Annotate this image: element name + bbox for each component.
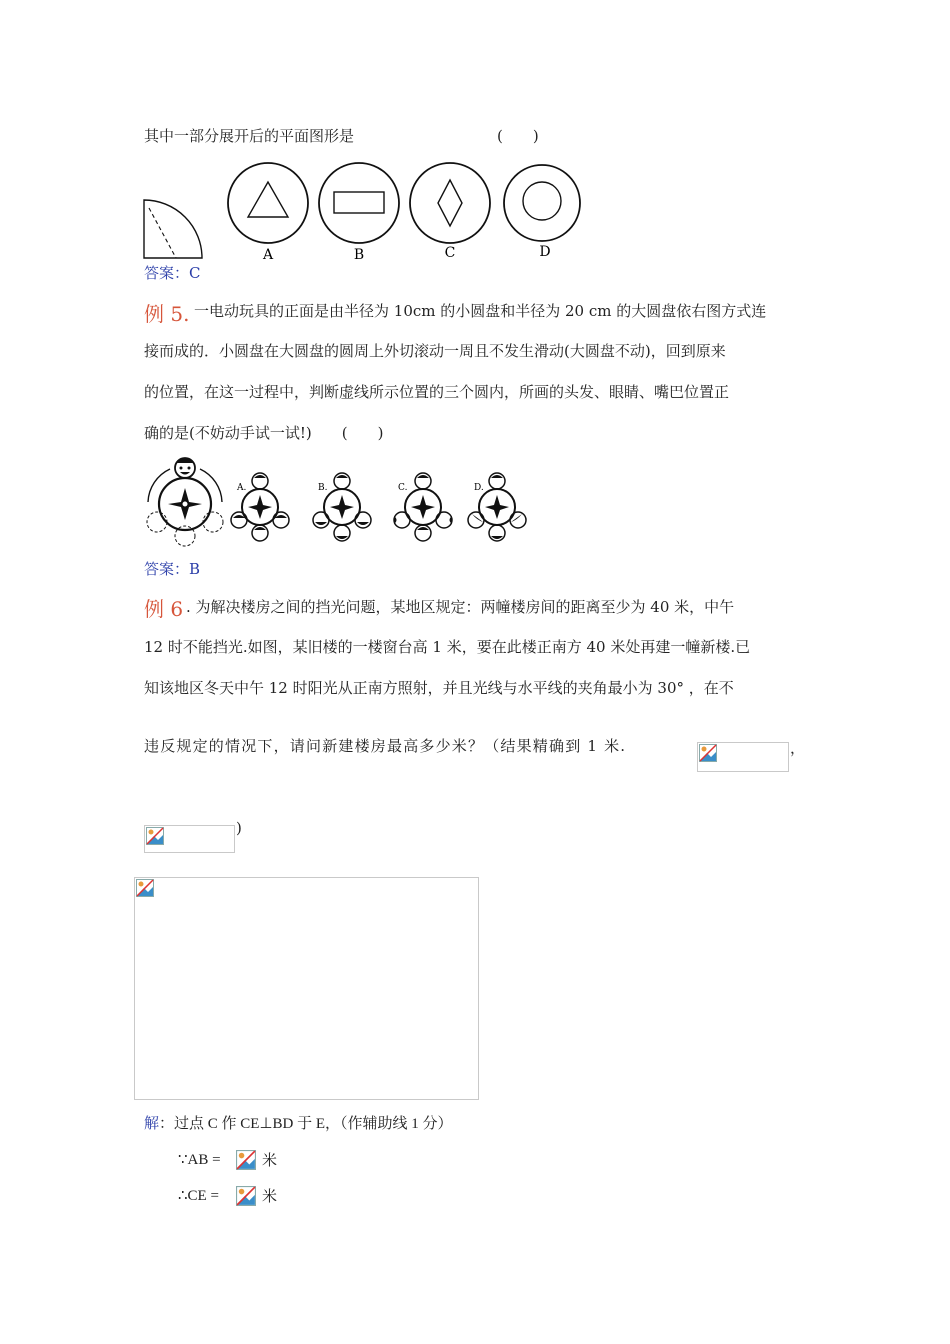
option-d-figure <box>504 165 580 241</box>
option-a-figure <box>228 163 308 243</box>
broken-image-ce-value <box>236 1185 260 1207</box>
example-5-line-2: 接而成的．小圆盘在大圆盘的圆周上外切滚动一周且不发生滑动(大圆盘不动)，回到原来 <box>144 342 726 360</box>
close-paren: ) <box>236 819 242 837</box>
broken-image-icon <box>136 879 154 897</box>
quarter-circle-figure <box>144 200 202 258</box>
ab-label: ∵AB = <box>178 1152 221 1168</box>
broken-image-icon <box>236 1186 256 1206</box>
ce-unit: 米 <box>262 1187 278 1205</box>
ab-line <box>178 1150 221 1170</box>
example-6-line-1: . 为解决楼房之间的挡光问题，某地区规定：两幢楼房间的距离至少为 40 米，中午 <box>186 598 735 616</box>
question-text: 其中一部分展开后的平面图形是 <box>144 127 355 145</box>
ce-label: ∴CE = <box>178 1188 219 1204</box>
option-label-d: D <box>539 244 551 260</box>
option-label-c: C <box>444 245 456 261</box>
comma: ， <box>790 739 806 757</box>
broken-image-building-figure <box>134 877 479 1100</box>
example-5-line-4: 确的是(不妨动手试一试!) ( ) <box>144 424 384 442</box>
option-b-figure <box>319 163 399 243</box>
example-5-label: 例 5. <box>144 302 190 326</box>
ab-unit: 米 <box>262 1151 278 1169</box>
example-6-label: 例 6 <box>144 597 184 621</box>
toy-main-figure <box>147 458 223 546</box>
ce-line <box>178 1186 219 1206</box>
example-6-line-2: 12 时不能挡光.如图，某旧楼的一楼窗台高 1 米，要在此楼正南方 40 米处再建一幢新楼.已 <box>144 638 751 656</box>
answer-ex5: 答案：B <box>144 560 201 578</box>
option-label-a: A <box>262 247 274 263</box>
example-5-line-3: 的位置，在这一过程中，判断虚线所示位置的三个圆内，所画的头发、眼睛、嘴巴位置正 <box>144 383 730 401</box>
toy-label-c: C. <box>398 483 408 493</box>
solution-label: 解 <box>144 1116 160 1132</box>
solution-text: ：过点 C 作 CE⊥BD 于 E，（作辅助线 1 分） <box>159 1116 453 1132</box>
toy-label-b: B. <box>318 483 328 493</box>
ex5-figure <box>140 452 540 552</box>
option-c-figure <box>410 163 490 243</box>
broken-image-formula-2 <box>144 825 235 853</box>
solution-line <box>144 1114 453 1134</box>
q4-figure <box>140 160 585 265</box>
toy-label-a: A. <box>237 483 247 493</box>
answer-parentheses: ( ) <box>497 127 539 145</box>
example-6-line-4: 违反规定的情况下，请问新建楼房最高多少米？（结果精确到 1 米. <box>144 737 627 755</box>
broken-image-icon <box>236 1150 256 1170</box>
broken-image-formula-1 <box>697 742 789 772</box>
option-label-b: B <box>353 247 365 263</box>
example-6-line-3: 知该地区冬天中午 12 时阳光从正南方照射，并且光线与水平线的夹角最小为 30° ，在不 <box>144 679 734 697</box>
example-5-line-1: 一电动玩具的正面是由半径为 10cm 的小圆盘和半径为 20 cm 的大圆盘依右图方式连 <box>194 302 767 320</box>
broken-image-icon <box>699 744 717 762</box>
answer-q4: 答案：C <box>144 264 201 282</box>
broken-image-icon <box>146 827 164 845</box>
toy-label-d: D. <box>474 483 484 493</box>
broken-image-ab-value <box>236 1149 260 1171</box>
